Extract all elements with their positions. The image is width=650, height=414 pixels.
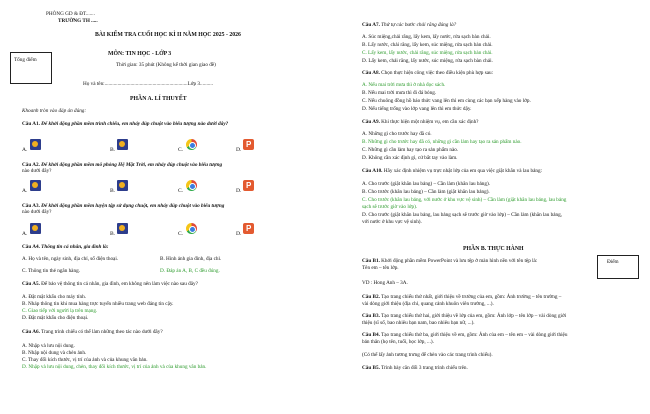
chrome-icon[interactable] — [186, 139, 197, 150]
question-b2: Câu B2. Tạo trang chiếu thứ nhất, giới thiệu về trường của em, gồm: Ảnh trường – tên trường – — [362, 294, 562, 300]
scratch-icon[interactable] — [117, 180, 128, 191]
exam-time: Thời gian: 35 phút (Không kể thời gian giao đề) — [116, 62, 216, 68]
total-score-box — [10, 52, 52, 84]
question-a6: Câu A6. Trang trình chiếu có thể làm những theo tác nào dưới đây? — [22, 329, 163, 335]
a10-option-c[interactable]: C. Cho trước (khăn lau bảng, với nước ở khu vực vệ sinh) – Cần làm (giặt khăn lau bảng, lau bảng — [362, 197, 567, 203]
a9-option-b[interactable]: B. Những gì cho trước hay đã có, những gì cần làm hay tạo ra sản phẩm nào. — [362, 139, 522, 145]
a9-option-d[interactable]: D. Không cần xác định gì, cứ bắt tay vào làm. — [362, 155, 458, 161]
part-a-title: PHẦN A. LÍ THUYẾT — [130, 96, 187, 102]
example: VD : Hong Anh – 3A. — [362, 280, 408, 286]
a4-option-b[interactable]: B. Hình ảnh gia đình, địa chỉ. — [160, 256, 222, 262]
question-a4: Câu A4. Thông tin cá nhân, gia đình là: — [22, 244, 109, 250]
question-b1-cont: Tên em – tên lớp. — [362, 265, 399, 271]
note: (Có thể lấy ảnh tương trưng để chèn vào các trang trình chiếu). — [362, 352, 493, 358]
a9-option-c[interactable]: C. Những gì cần làm hay tạo ra sản phẩm nào. — [362, 147, 459, 153]
question-a2-cont: nào dưới đây? — [22, 168, 52, 174]
a4-option-c[interactable]: C. Thông tin thẻ ngân hàng. — [22, 268, 80, 274]
question-b4-cont: bản thân (họ tên, tuổi, học lớp, ...). — [362, 339, 434, 345]
name-line: Họ và tên:................................................................Lớp 3.......... — [83, 81, 213, 87]
question-b3-cont: thiệu (sĩ số, bao nhiêu bạn nam, bao nhiêu bạn nữ, ...). — [362, 320, 475, 326]
question-a1: Câu A1. Để khởi động phần mềm trình chiếu, em nháy đúp chuột vào biểu tượng nào dưới đây? — [22, 121, 229, 127]
question-a3-cont: nào dưới đây? — [22, 209, 52, 215]
scratch-icon[interactable] — [30, 139, 41, 150]
question-b2-cont: vài dòng giới thiệu (địa chỉ, quang cảnh khuôn viên trường, ...). — [362, 301, 494, 307]
chrome-icon[interactable] — [186, 223, 197, 234]
powerpoint-icon[interactable] — [243, 139, 254, 150]
a7-option-a[interactable]: A. Súc miệng,chải răng, lấy kem, lấy nước, rửa sạch bàn chải. — [362, 34, 491, 40]
a2-option-d[interactable]: D. — [236, 188, 242, 194]
a8-option-b[interactable]: B. Nếu mai trời mưa thì đi đá bóng. — [362, 90, 437, 96]
total-score-label: Tổng điểm — [14, 57, 37, 63]
a10-option-c-cont: sạch sẽ trước giờ vào lớp). — [362, 204, 418, 210]
scratch-icon[interactable] — [117, 139, 128, 150]
question-b3: Câu B3. Tạo trang chiếu thứ hai, giới thiệu về lớp của em, gồm: Ảnh lớp – tên lớp – vài dòng giới — [362, 313, 567, 319]
a8-option-c[interactable]: C. Nếu chuông đồng hồ báo thức vang lên thì em cùng các bạn xếp hàng vào lớp. — [362, 98, 531, 104]
mouse-practice-icon[interactable] — [30, 223, 41, 234]
chrome-icon[interactable] — [186, 180, 197, 191]
a6-option-b[interactable]: B. Nhập nội dung và chèn ảnh. — [22, 350, 87, 356]
a5-option-a[interactable]: A. Đặt mật khẩu cho máy tính. — [22, 294, 86, 300]
powerpoint-icon[interactable] — [243, 180, 254, 191]
a6-option-d[interactable]: D. Nhập và lưu nội dung, chèn, thay đổi kích thước, vị trí của ảnh và của khung văn bản. — [22, 364, 207, 370]
a1-option-b[interactable]: B. — [110, 147, 116, 153]
a5-option-d[interactable]: D. Đặt mật khẩu cho điện thoại. — [22, 315, 89, 321]
a7-option-c[interactable]: C. Lấy kem, lấy nước, chải răng, súc miệng, rửa sạch bàn chải. — [362, 50, 493, 56]
a2-option-b[interactable]: B. — [110, 188, 116, 194]
a10-option-d-cont: với nước ở khu vực vệ sinh). — [362, 219, 422, 225]
score-label: Điểm — [607, 259, 619, 265]
a3-option-c[interactable]: C. — [178, 231, 184, 237]
scratch-icon[interactable] — [117, 223, 128, 234]
a2-option-a[interactable]: A. — [22, 188, 28, 194]
a7-option-b[interactable]: B. Lấy nước, chải răng, lấy kem, súc miệng, rửa sạch bàn chải. — [362, 42, 493, 48]
a3-option-d[interactable]: D. — [236, 231, 242, 237]
a4-option-a[interactable]: A. Họ và tên, ngày sinh, địa chỉ, số điện thoại. — [22, 256, 119, 262]
school-dept: PHÒNG GD & ĐT....... — [46, 11, 95, 17]
question-b4: Câu B4. Tạo trang chiếu thứ ba, giới thiệu về em, gồm: Ảnh của em – tên em – vài dòng giới thiệu — [362, 332, 568, 338]
instruction: Khoanh tròn vào đáp án đúng: — [22, 108, 87, 114]
question-a7: Câu A7. Thứ tự các bước chải răng đúng là? — [362, 22, 457, 28]
a10-option-d[interactable]: D. Cho trước (giặt khăn lau bảng, lau bảng sạch sẽ trước giờ vào lớp) – Cần làm (khăn lau bảng, — [362, 212, 562, 218]
a1-option-c[interactable]: C. — [178, 147, 184, 153]
exam-title: BÀI KIỂM TRA CUỐI HỌC KÌ II NĂM HỌC 2025 - 2026 — [95, 32, 241, 38]
a2-option-c[interactable]: C. — [178, 188, 184, 194]
question-b5: Câu B5. Trình bày căn đối 3 trang trình chiếu trên. — [362, 365, 468, 371]
a8-option-d[interactable]: D. Nếu tiếng trống vào lớp vang lên thì em thức dậy. — [362, 106, 472, 112]
a10-option-a[interactable]: A. Cho trước (giặt khăn lau bảng) – Cần làm (khăn lau bảng). — [362, 181, 491, 187]
a1-option-d[interactable]: D. — [236, 147, 242, 153]
a1-option-a[interactable]: A. — [22, 147, 28, 153]
a5-option-c[interactable]: C. Giao tiếp với người lạ trên mạng. — [22, 308, 98, 314]
question-b1: Câu B1. Khởi động phần mềm PowerPoint và lưu tệp ở màn hình nền với tên tệp là: — [362, 258, 538, 264]
question-a3: Câu A3. Để khởi động phần mềm luyện tập sử dụng chuột, em nháy đúp chuột vào biểu tượng — [22, 203, 225, 209]
solar-system-icon[interactable] — [30, 180, 41, 191]
a3-option-a[interactable]: A. — [22, 231, 28, 237]
a4-option-d[interactable]: D. Đáp án A, B, C đều đúng. — [160, 268, 220, 274]
question-a8: Câu A8. Chọn thực hiện công việc theo điều kiện phù hợp sau: — [362, 70, 494, 76]
a10-option-b[interactable]: B. Cho trước (khăn lau bảng) – Cần làm (giặt khăn lau bảng). — [362, 189, 490, 195]
part-b-title: PHẦN B. THỰC HÀNH — [463, 246, 524, 252]
a8-option-a[interactable]: A. Nếu mai trời mưa thì ở nhà đọc sách. — [362, 82, 446, 88]
question-a9: Câu A9. Khi thực hiện một nhiệm vụ, em cần xác định? — [362, 119, 479, 125]
a6-option-a[interactable]: A. Nhập và lưu nội dung. — [22, 343, 75, 349]
question-a5: Câu A5. Để bảo vệ thông tin cá nhân, gia đình, em không nên làm việc nào sau đây? — [22, 281, 198, 287]
question-a10: Câu A10. Hãy xác định nhiệm vụ trực nhật lớp của em qua việc giặt khăn và lau bảng: — [362, 168, 543, 174]
a3-option-b[interactable]: B. — [110, 231, 116, 237]
score-box — [597, 255, 639, 279]
a5-option-b[interactable]: B. Nháp thông tin khi mua hàng trực tuyến nhiều trang web đáng tin cậy. — [22, 301, 174, 307]
subject: MÔN: TIN HỌC - LỚP 3 — [108, 51, 172, 57]
school-name: TRƯỜNG TH ..... — [58, 18, 98, 24]
a6-option-c[interactable]: C. Thay đổi kích thước, vị trí của ảnh và của khung văn bản. — [22, 357, 148, 363]
a7-option-d[interactable]: D. Lấy kem, chải răng, lấy nước, súc miệng, rửa sạch bàn chải. — [362, 58, 493, 64]
question-a2: Câu A2. Để khởi động phần mềm mô phỏng Hệ Mặt Trời, em nháy đúp chuột vào biểu tượng — [22, 162, 223, 168]
powerpoint-icon[interactable] — [243, 223, 254, 234]
a9-option-a[interactable]: A. Những gì cho trước hay đã có. — [362, 131, 432, 137]
